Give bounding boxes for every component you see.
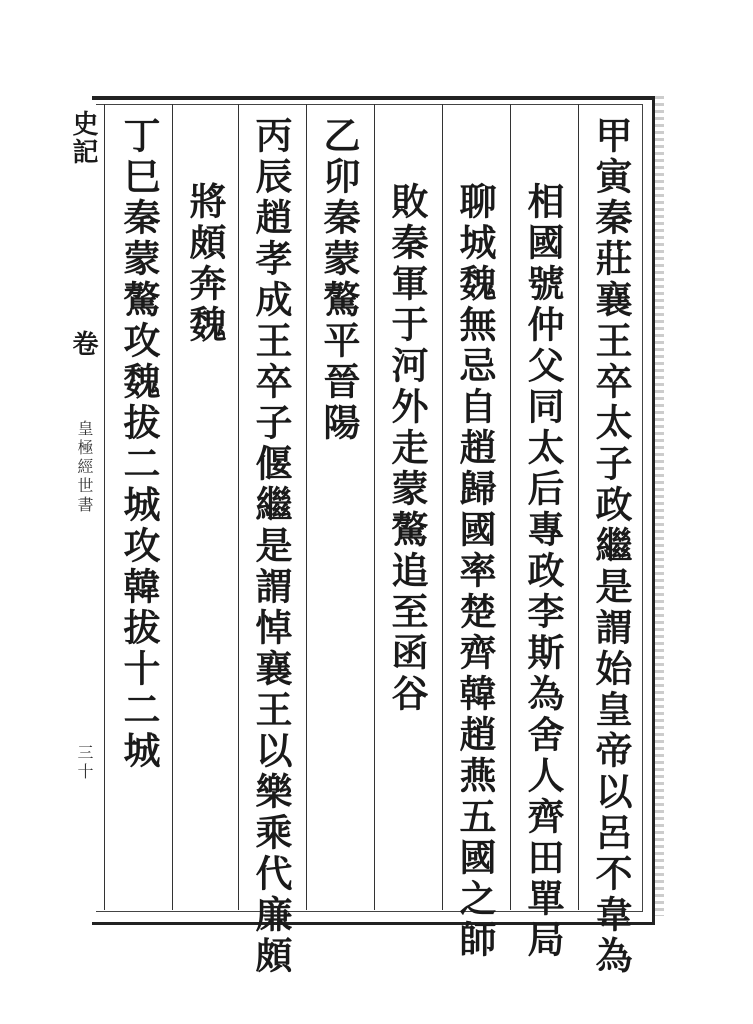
- column-divider: [104, 104, 105, 910]
- margin-page-number: 三十: [75, 744, 94, 782]
- column-divider: [238, 104, 239, 910]
- text-column-2: 相國號仲父同太后專政李斯為舍人齊田單局: [521, 182, 565, 961]
- column-divider: [374, 104, 375, 910]
- column-divider: [578, 104, 579, 910]
- text-column-6: 丙辰趙孝成王卒子偃繼是謂悼襄王以樂乘代廉頗: [249, 116, 293, 977]
- text-column-4: 敗秦軍于河外走蒙驁追至函谷: [385, 182, 429, 715]
- text-column-5: 乙卯秦蒙驁平晉陽: [317, 116, 361, 444]
- margin-edition: 皇極經世書: [75, 420, 94, 515]
- text-column-1: 甲寅秦莊襄王卒太子政繼是謂始皇帝以呂不韋為: [589, 116, 633, 977]
- text-column-7: 將頗奔魏: [183, 182, 227, 346]
- column-divider: [172, 104, 173, 910]
- column-divider: [510, 104, 511, 910]
- text-column-8: 丁巳秦蒙驁攻魏拔二城攻韓拔十二城: [117, 116, 161, 772]
- margin-chapter: 卷: [68, 330, 98, 358]
- margin-title: 史記: [68, 110, 98, 166]
- text-column-3: 聊城魏無忌自趙歸國率楚齊韓趙燕五國之師: [453, 182, 497, 961]
- page-edge: [654, 96, 664, 916]
- column-divider: [442, 104, 443, 910]
- column-divider: [306, 104, 307, 910]
